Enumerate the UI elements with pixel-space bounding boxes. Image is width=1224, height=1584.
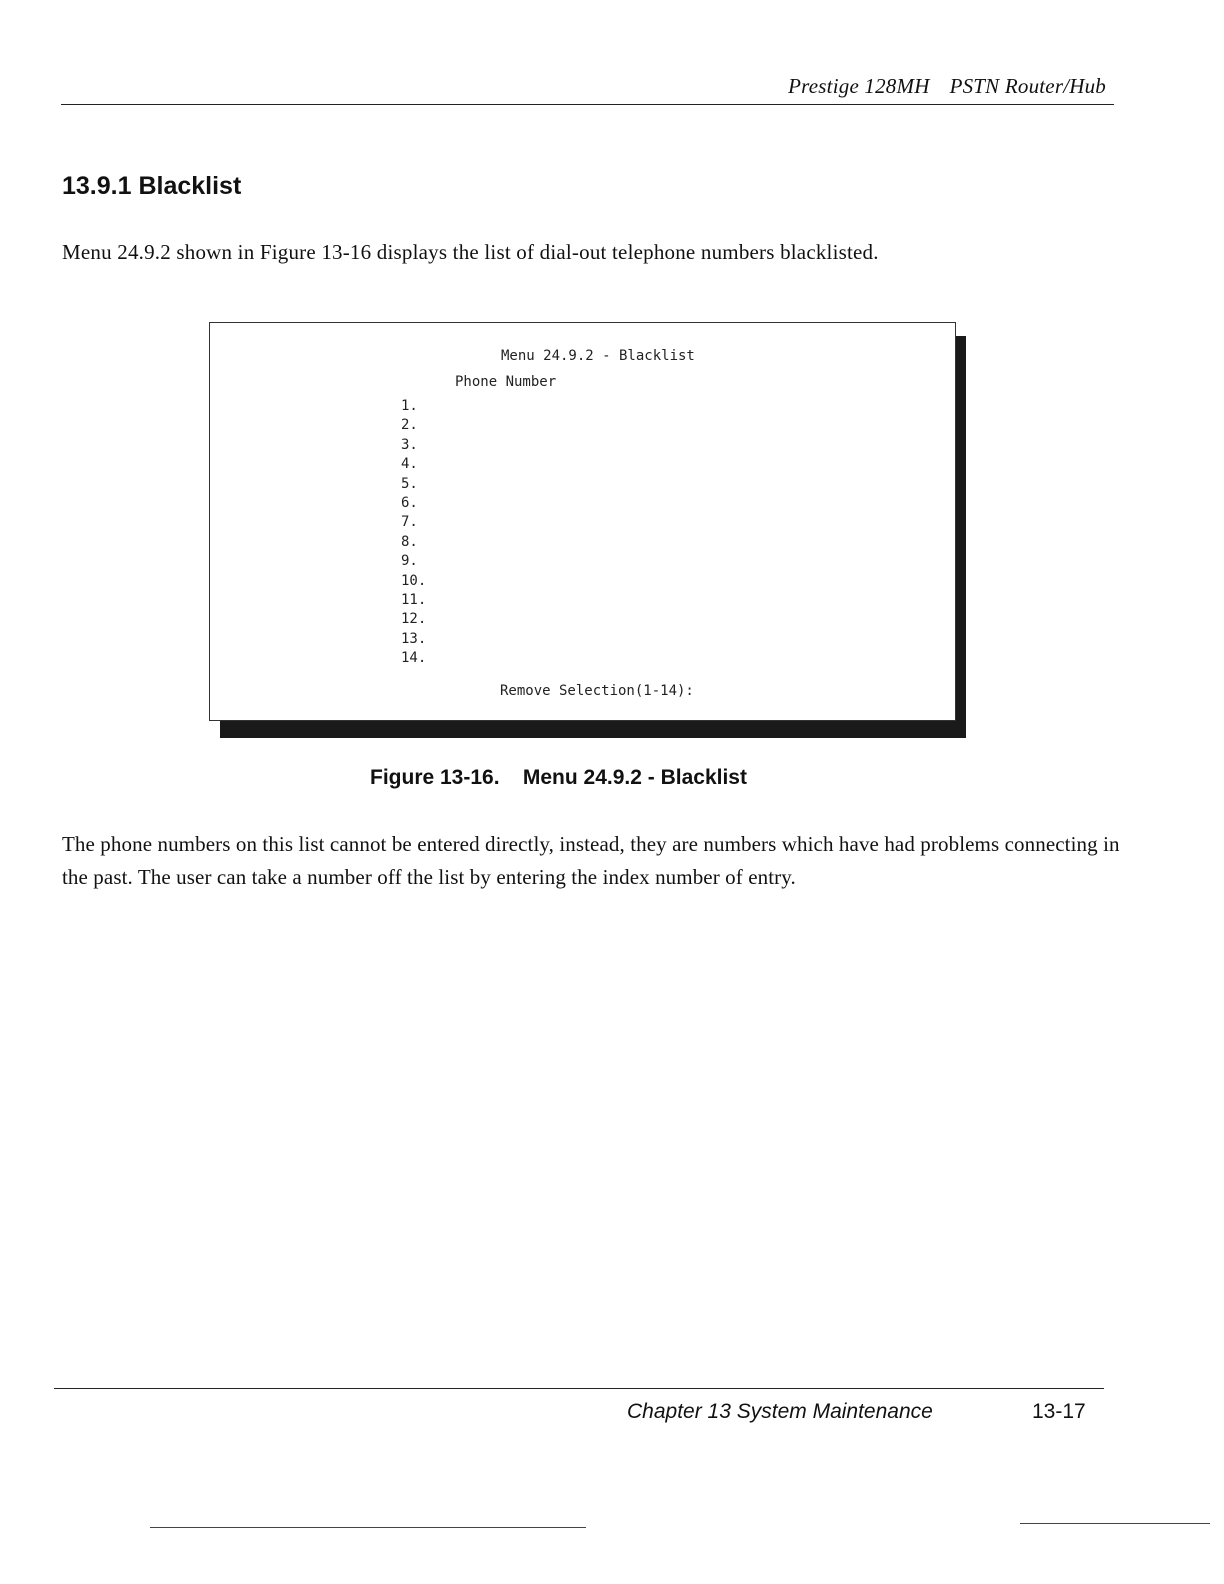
remove-selection-prompt[interactable]: Remove Selection(1-14): (500, 683, 694, 699)
blacklist-entry: 11. (401, 591, 427, 608)
blacklist-entry: 9. (401, 553, 418, 570)
blacklist-rows (401, 397, 426, 668)
header-title: PSTN Router/Hub (949, 74, 1106, 98)
page-number: 13-17 (1032, 1400, 1086, 1423)
terminal-column-header: Phone Number (455, 374, 557, 390)
blacklist-entry: 13. (401, 630, 427, 647)
terminal-screen (209, 322, 956, 721)
blacklist-entry: 8. (401, 533, 418, 550)
blacklist-entry: 4. (401, 456, 418, 473)
footer-rule (54, 1388, 1104, 1389)
section-heading: 13.9.1 Blacklist (62, 172, 242, 200)
terminal-menu-title: Menu 24.9.2 - Blacklist (501, 348, 695, 364)
footer-chapter: Chapter 13 System Maintenance (627, 1400, 933, 1423)
figure-caption: Figure 13-16. Menu 24.9.2 - Blacklist (370, 766, 747, 789)
intro-paragraph: Menu 24.9.2 shown in Figure 13-16 displays the list of dial-out telephone numbers blacklisted. (62, 240, 879, 264)
header-product: Prestige 128MH (788, 74, 930, 98)
blacklist-entry: 12. (401, 611, 427, 628)
running-header (788, 74, 1106, 99)
header-rule (61, 104, 1114, 105)
scan-mark (1020, 1523, 1210, 1524)
blacklist-entry: 5. (401, 475, 418, 492)
body-paragraph: The phone numbers on this list cannot be entered directly, instead, they are numbers which have had problems connecting in the past. The user can take a number off the list by entering the index number of entry. (62, 832, 1120, 889)
blacklist-entry: 3. (401, 436, 418, 453)
blacklist-entry: 1. (401, 398, 418, 414)
scan-mark (150, 1527, 586, 1528)
blacklist-entry: 10. (401, 572, 427, 589)
blacklist-entry: 14. (401, 650, 427, 667)
blacklist-entry: 2. (401, 417, 418, 434)
blacklist-entry: 7. (401, 514, 418, 531)
blacklist-entry: 6. (401, 494, 418, 511)
